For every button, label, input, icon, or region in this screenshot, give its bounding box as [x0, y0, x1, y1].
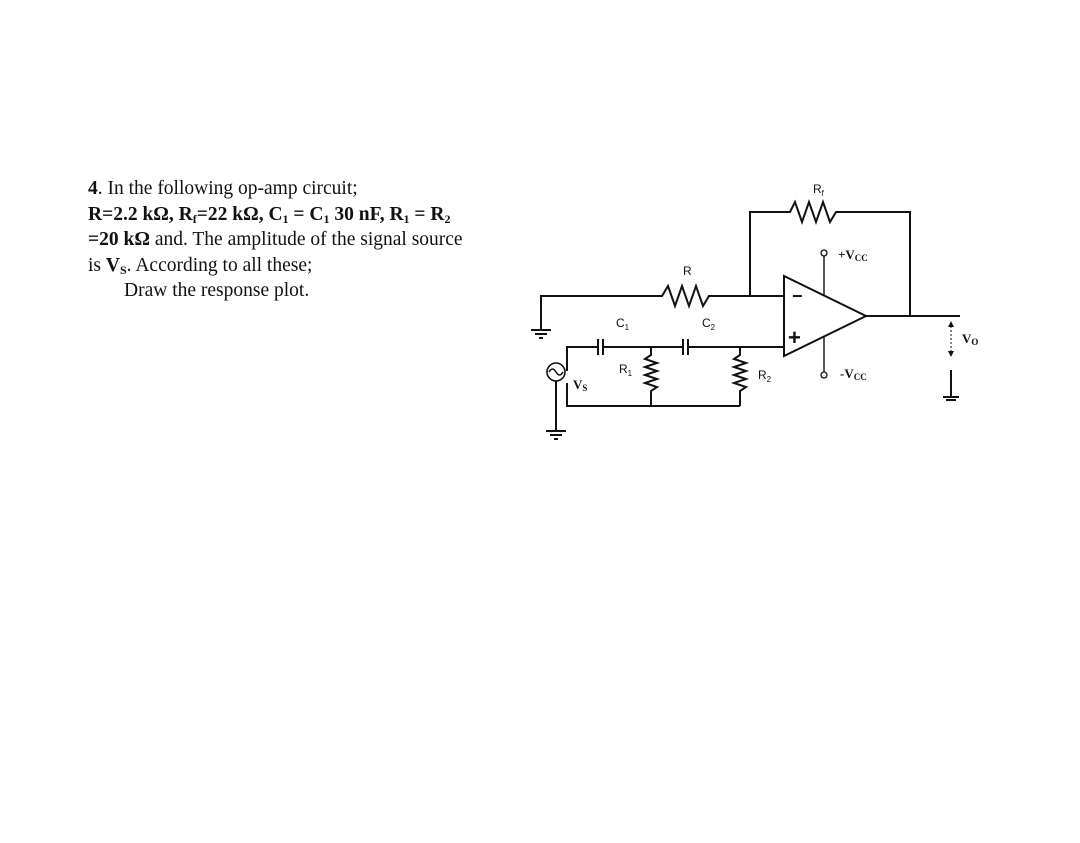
label-r1: $R_1$: [619, 362, 633, 378]
ac-source-vs: [546, 363, 566, 439]
problem-line-5: Draw the response plot.: [124, 280, 310, 301]
ground-left-top: [531, 330, 551, 338]
problem-line-3-text: and. The amplitude of the signal source: [149, 229, 463, 250]
resistor-r2: [734, 347, 746, 406]
resistor-r: [541, 286, 784, 330]
inverting-input-sign: −: [792, 286, 803, 306]
given-values: R=2.2 kΩ, $R_f=22$ kΩ, $C_1 = C_1$ 30 nF, $R_1 = R_2$: [88, 203, 451, 226]
label-c1: $C_1$: [616, 316, 630, 332]
capacitor-c2: [683, 339, 784, 355]
vo-indicator: [943, 321, 959, 400]
resistor-r1: [645, 347, 657, 406]
label-vcc-positive: +VCC: [838, 247, 868, 263]
label-rf: $R_f$: [813, 182, 824, 198]
problem-number: 4: [88, 178, 98, 199]
label-c2: $C_2$: [702, 316, 716, 332]
label-r2: $R_2$: [758, 368, 772, 384]
non-inverting-input-sign: +: [788, 325, 801, 350]
label-vcc-negative: -VCC: [840, 366, 867, 382]
label-r: R: [683, 264, 692, 278]
problem-intro: In the following op-amp circuit;: [107, 178, 358, 199]
positive-supply-pin: [821, 250, 827, 295]
negative-supply-pin: [821, 336, 827, 378]
problem-line-1: 4. In the following op-amp circuit;: [88, 178, 358, 199]
vs-symbol: $V_S$: [105, 254, 127, 277]
label-vs: VS: [573, 377, 588, 393]
problem-line-4: is $V_S$. According to all these;: [88, 254, 313, 277]
label-vo: VO: [962, 331, 979, 347]
r1-r2-value: =20 kΩ: [88, 229, 150, 250]
